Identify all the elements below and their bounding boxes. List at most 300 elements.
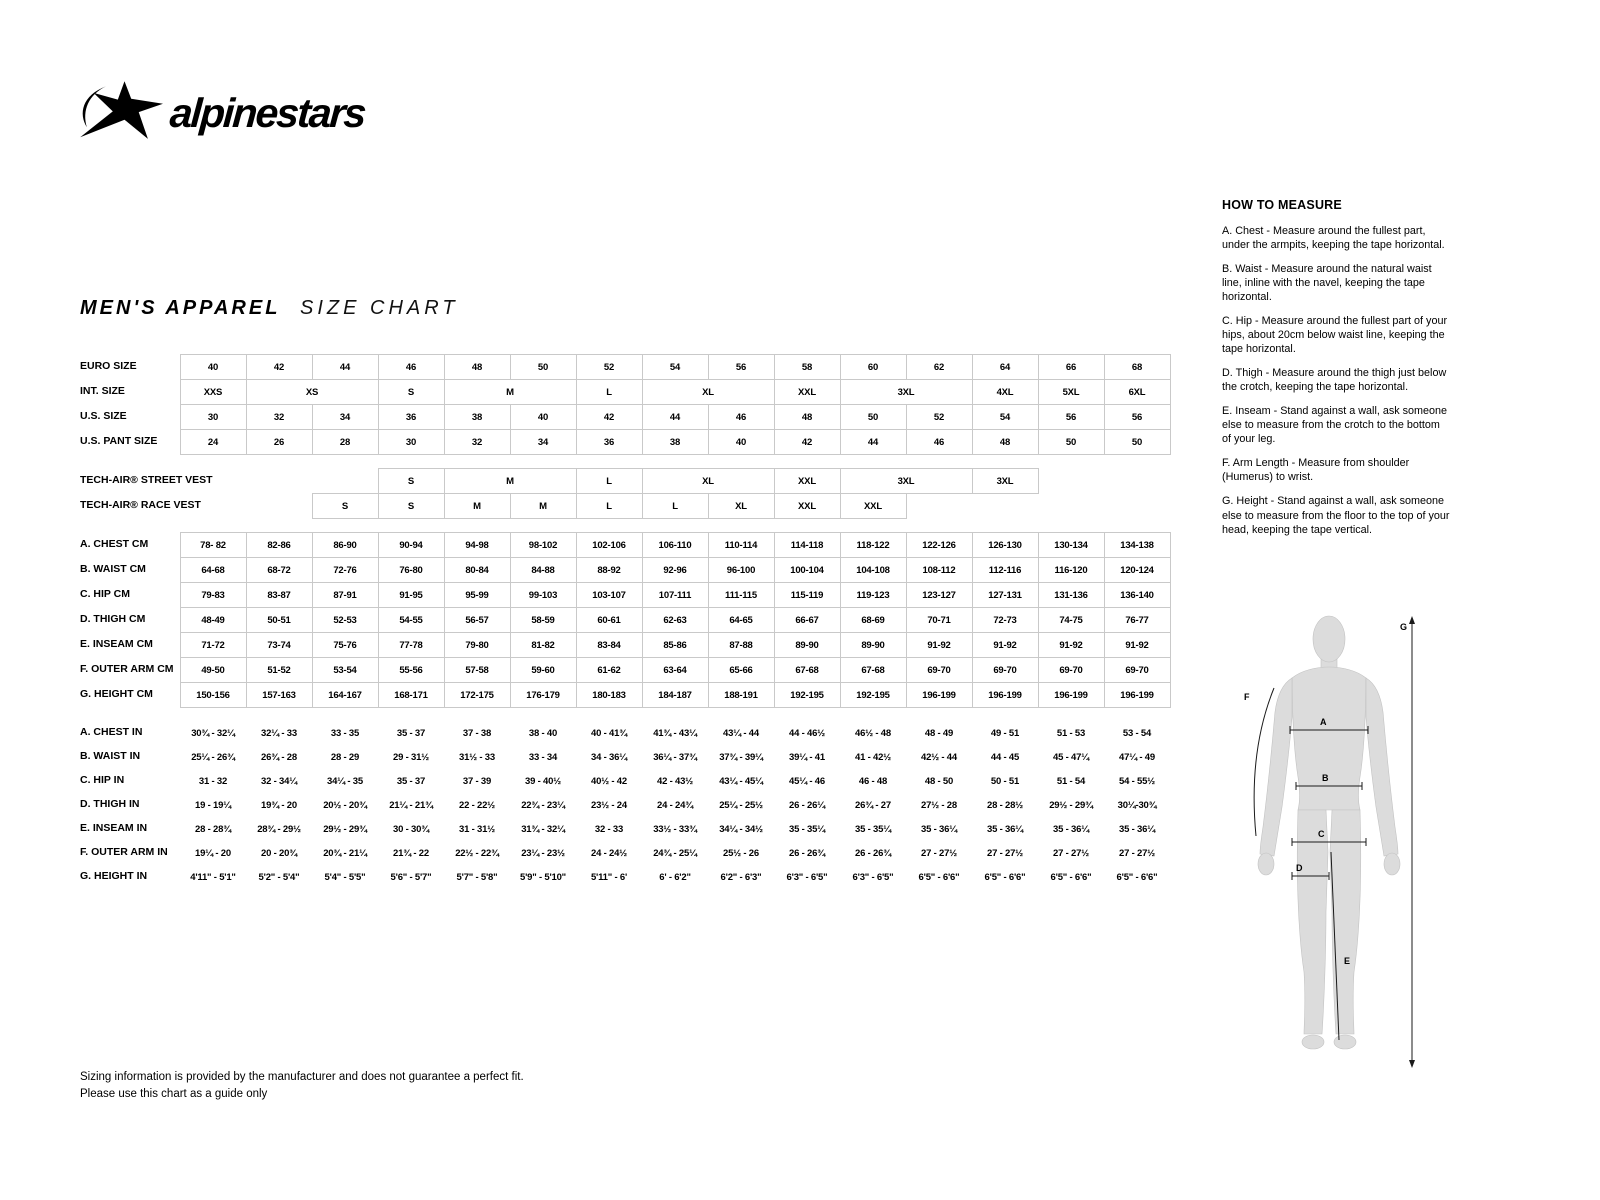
size-cell: 134-138 bbox=[1104, 533, 1170, 558]
size-cell: 26 - 26¾ bbox=[855, 847, 891, 859]
size-cell: 51 - 54 bbox=[1056, 775, 1086, 787]
size-cell: 192-195 bbox=[774, 683, 840, 708]
size-cell: 3XL bbox=[840, 380, 972, 405]
size-cell: 46 bbox=[708, 405, 774, 430]
size-cell: M bbox=[444, 494, 510, 519]
row-label: U.S. PANT SIZE bbox=[80, 435, 158, 448]
size-cell: 136-140 bbox=[1104, 583, 1170, 608]
figure-left-leg bbox=[1297, 810, 1328, 1034]
size-cell: 75-76 bbox=[312, 633, 378, 658]
size-cell: 3XL bbox=[840, 469, 972, 494]
size-cell: 6'5" - 6'6" bbox=[1116, 871, 1158, 883]
row-label: E. INSEAM IN bbox=[80, 822, 148, 835]
figure-label-arm: F bbox=[1244, 692, 1250, 702]
size-cell: 119-123 bbox=[840, 583, 906, 608]
size-cell: 83-87 bbox=[246, 583, 312, 608]
size-cell: 99-103 bbox=[510, 583, 576, 608]
how-to-measure-heading: HOW TO MEASURE bbox=[1222, 198, 1342, 212]
size-cell: 130-134 bbox=[1038, 533, 1104, 558]
row-label: B. WAIST IN bbox=[80, 750, 141, 763]
section-spacer bbox=[80, 455, 1170, 469]
size-cell: 35 - 36¼ bbox=[921, 823, 957, 835]
size-cell: 52 bbox=[906, 405, 972, 430]
size-cell: L bbox=[576, 380, 642, 405]
size-cell: 42 bbox=[774, 430, 840, 455]
size-cell: 27 - 27½ bbox=[1119, 847, 1155, 859]
size-cell: 64-68 bbox=[180, 558, 246, 583]
row-u-s-size bbox=[80, 405, 1170, 430]
size-cell: 116-120 bbox=[1038, 558, 1104, 583]
size-cell: 28 - 29 bbox=[330, 751, 360, 763]
size-cell: 67-68 bbox=[840, 658, 906, 683]
size-cell: 78- 82 bbox=[180, 533, 246, 558]
size-cell: 87-91 bbox=[312, 583, 378, 608]
row-label: F. OUTER ARM IN bbox=[80, 846, 168, 859]
size-cell: 92-96 bbox=[642, 558, 708, 583]
size-cell: 50 - 51 bbox=[990, 775, 1020, 787]
figure-left-arm bbox=[1260, 678, 1292, 856]
measure-instruction: G. Height - Stand against a wall, ask someone else to measure from the floor to the top of your head, keeping the tape vertical. bbox=[1222, 495, 1450, 536]
row-tech-air-street-vest bbox=[80, 469, 1170, 494]
size-cell: 34 - 36¼ bbox=[591, 751, 627, 763]
size-cell: 27 - 27½ bbox=[987, 847, 1023, 859]
size-cell: 40½ - 42 bbox=[591, 775, 627, 787]
size-cell: 44 bbox=[840, 430, 906, 455]
size-cell: 96-100 bbox=[708, 558, 774, 583]
figure-right-leg bbox=[1330, 810, 1361, 1034]
size-cell: 31 - 31½ bbox=[459, 823, 495, 835]
size-cell: 89-90 bbox=[774, 633, 840, 658]
figure-head bbox=[1313, 616, 1345, 662]
figure-label-thigh: D bbox=[1296, 863, 1303, 873]
size-cell: 106-110 bbox=[642, 533, 708, 558]
size-cell: 42 bbox=[576, 405, 642, 430]
size-cell bbox=[1038, 469, 1170, 494]
row-label: TECH-AIR® RACE VEST bbox=[80, 499, 201, 512]
size-cell: 34 bbox=[510, 430, 576, 455]
size-cell: 188-191 bbox=[708, 683, 774, 708]
size-cell: XS bbox=[246, 380, 378, 405]
size-cell: 36 bbox=[378, 405, 444, 430]
size-cell: 35 - 37 bbox=[396, 775, 426, 787]
size-cell: 5'11" - 6' bbox=[590, 871, 628, 883]
size-cell: 54 - 55½ bbox=[1119, 775, 1155, 787]
size-cell: 50-51 bbox=[246, 608, 312, 633]
size-cell: 49 - 51 bbox=[990, 727, 1020, 739]
size-cell: 40 bbox=[180, 355, 246, 380]
size-cell: 91-92 bbox=[1104, 633, 1170, 658]
section-spacer bbox=[80, 708, 1170, 722]
size-cell: 31¾ - 32¼ bbox=[521, 823, 565, 835]
alpinestars-star-icon bbox=[76, 76, 168, 150]
figure-label-inseam: E bbox=[1344, 956, 1351, 966]
size-cell: 86-90 bbox=[312, 533, 378, 558]
size-cell: 26 - 26¼ bbox=[789, 799, 825, 811]
size-cell: 50 bbox=[1038, 430, 1104, 455]
size-cell: 23½ - 24 bbox=[591, 799, 627, 811]
size-cell: 150-156 bbox=[180, 683, 246, 708]
size-cell: 31½ - 33 bbox=[459, 751, 495, 763]
size-cell: 45¼ - 46 bbox=[789, 775, 825, 787]
size-cell: 32 - 33 bbox=[594, 823, 624, 835]
size-cell: 53 - 54 bbox=[1122, 727, 1152, 739]
size-cell: 26 - 26¾ bbox=[789, 847, 825, 859]
size-cell: 47¼ - 49 bbox=[1119, 751, 1155, 763]
size-cell: 76-77 bbox=[1104, 608, 1170, 633]
size-cell: 27 - 27½ bbox=[921, 847, 957, 859]
size-cell: 19¼ - 20 bbox=[195, 847, 231, 859]
size-cell: 53-54 bbox=[312, 658, 378, 683]
size-cell: 30 bbox=[378, 430, 444, 455]
size-cell: 30 bbox=[180, 405, 246, 430]
size-cell: 30 - 30¾ bbox=[393, 823, 429, 835]
human-figure-icon bbox=[1232, 612, 1432, 1072]
size-cell: XL bbox=[642, 469, 774, 494]
size-cell: 80-84 bbox=[444, 558, 510, 583]
row-c-hip-cm bbox=[80, 583, 1170, 608]
size-cell: 72-76 bbox=[312, 558, 378, 583]
row-label: F. OUTER ARM CM bbox=[80, 663, 174, 676]
size-cell: 104-108 bbox=[840, 558, 906, 583]
size-cell: 41 - 42½ bbox=[855, 751, 891, 763]
size-cell: 91-92 bbox=[972, 633, 1038, 658]
row-label: B. WAIST CM bbox=[80, 563, 146, 576]
size-cell: 184-187 bbox=[642, 683, 708, 708]
size-cell: 176-179 bbox=[510, 683, 576, 708]
size-cell: 79-83 bbox=[180, 583, 246, 608]
size-cell: 114-118 bbox=[774, 533, 840, 558]
size-cell: 192-195 bbox=[840, 683, 906, 708]
size-cell: 56 bbox=[708, 355, 774, 380]
size-cell: 58 bbox=[774, 355, 840, 380]
size-cell: 65-66 bbox=[708, 658, 774, 683]
row-d-thigh-cm bbox=[80, 608, 1170, 633]
brand-logo-text: alpinestars bbox=[168, 89, 367, 136]
row-tech-air-race-vest bbox=[80, 494, 1170, 519]
size-cell: 6'5" - 6'6" bbox=[1050, 871, 1092, 883]
measure-instruction: F. Arm Length - Measure from shoulder (Humerus) to wrist. bbox=[1222, 457, 1410, 484]
size-cell: 25¼ - 25½ bbox=[719, 799, 763, 811]
row-label: D. THIGH IN bbox=[80, 798, 140, 811]
size-cell: 42 bbox=[246, 355, 312, 380]
size-cell: 44 bbox=[642, 405, 708, 430]
how-to-measure-panel bbox=[1222, 198, 1450, 547]
size-cell: 48-49 bbox=[180, 608, 246, 633]
size-cell: L bbox=[576, 494, 642, 519]
size-cell: 43¼ - 45¼ bbox=[719, 775, 763, 787]
row-label: A. CHEST CM bbox=[80, 538, 149, 551]
row-c-hip-in bbox=[80, 769, 1170, 793]
size-cell: 5'4" - 5'5" bbox=[324, 871, 366, 883]
size-cell: 42 - 43½ bbox=[657, 775, 693, 787]
size-cell: 39¼ - 41 bbox=[789, 751, 825, 763]
size-cell: 196-199 bbox=[1038, 683, 1104, 708]
size-cell: 24 - 24½ bbox=[591, 847, 627, 859]
size-cell: 107-111 bbox=[642, 583, 708, 608]
size-cell: 180-183 bbox=[576, 683, 642, 708]
measure-instruction: E. Inseam - Stand against a wall, ask someone else to measure from the crotch to the bottom of your leg. bbox=[1222, 405, 1448, 446]
size-cell: 69-70 bbox=[1038, 658, 1104, 683]
size-cell: M bbox=[444, 469, 576, 494]
size-cell: 64 bbox=[972, 355, 1038, 380]
size-cell: 41¾ - 43¼ bbox=[653, 727, 697, 739]
size-cell: 24¾ - 25¼ bbox=[653, 847, 697, 859]
size-cell: L bbox=[576, 469, 642, 494]
figure-left-foot bbox=[1302, 1035, 1324, 1049]
size-cell: 40 bbox=[708, 430, 774, 455]
size-cell: 48 - 49 bbox=[924, 727, 954, 739]
size-cell: 6'2" - 6'3" bbox=[720, 871, 762, 883]
size-cell: 59-60 bbox=[510, 658, 576, 683]
size-cell: 25½ - 26 bbox=[723, 847, 759, 859]
size-cell: 31 - 32 bbox=[198, 775, 228, 787]
measure-instruction: A. Chest - Measure around the fullest part, under the armpits, keeping the tape horizontal. bbox=[1222, 225, 1445, 252]
body-measurement-diagram bbox=[1232, 612, 1432, 1072]
size-cell: 32 bbox=[246, 405, 312, 430]
size-cell: S bbox=[378, 469, 444, 494]
size-cell: 103-107 bbox=[576, 583, 642, 608]
size-cell: 58-59 bbox=[510, 608, 576, 633]
size-cell: 51-52 bbox=[246, 658, 312, 683]
size-cell: 26¾ - 28 bbox=[261, 751, 297, 763]
size-cell: 54 bbox=[642, 355, 708, 380]
row-d-thigh-in bbox=[80, 793, 1170, 817]
size-cell: 4'11" - 5'1" bbox=[190, 871, 236, 883]
size-cell: 164-167 bbox=[312, 683, 378, 708]
size-cell: 22½ - 22¾ bbox=[455, 847, 499, 859]
size-cell: 26¾ - 27 bbox=[855, 799, 891, 811]
size-cell: 91-92 bbox=[1038, 633, 1104, 658]
size-cell: 22 - 22½ bbox=[459, 799, 495, 811]
size-cell: 69-70 bbox=[1104, 658, 1170, 683]
size-cell: 38 bbox=[444, 405, 510, 430]
size-cell: 68 bbox=[1104, 355, 1170, 380]
row-a-chest-in bbox=[80, 721, 1170, 745]
measure-instruction: C. Hip - Measure around the fullest part of your hips, about 20cm below waist line, keeping the tape horizontal. bbox=[1222, 315, 1448, 356]
size-cell: 24 bbox=[180, 430, 246, 455]
disclaimer-line2: Please use this chart as a guide only bbox=[80, 1087, 268, 1100]
size-cell: 32¼ - 33 bbox=[261, 727, 297, 739]
size-cell: 87-88 bbox=[708, 633, 774, 658]
size-cell: 196-199 bbox=[906, 683, 972, 708]
size-cell: 43¼ - 44 bbox=[723, 727, 759, 739]
size-cell: 3XL bbox=[972, 469, 1038, 494]
size-cell: 68-69 bbox=[840, 608, 906, 633]
row-euro-size bbox=[80, 355, 1170, 380]
size-cell: M bbox=[444, 380, 576, 405]
row-e-inseam-cm bbox=[80, 633, 1170, 658]
size-cell: 89-90 bbox=[840, 633, 906, 658]
size-cell: 196-199 bbox=[972, 683, 1038, 708]
size-cell: 196-199 bbox=[1104, 683, 1170, 708]
size-cell: 52-53 bbox=[312, 608, 378, 633]
size-cell: 79-80 bbox=[444, 633, 510, 658]
size-cell: 127-131 bbox=[972, 583, 1038, 608]
size-cell: 82-86 bbox=[246, 533, 312, 558]
size-cell: 56-57 bbox=[444, 608, 510, 633]
size-cell: 44 bbox=[312, 355, 378, 380]
row-label: INT. SIZE bbox=[80, 385, 125, 398]
size-cell: 34¼ - 34½ bbox=[719, 823, 763, 835]
size-cell: 32 - 34¼ bbox=[261, 775, 297, 787]
size-cell: 94-98 bbox=[444, 533, 510, 558]
size-cell: 62 bbox=[906, 355, 972, 380]
size-cell: 48 - 50 bbox=[924, 775, 954, 787]
row-e-inseam-in bbox=[80, 817, 1170, 841]
size-cell: 5'6" - 5'7" bbox=[390, 871, 432, 883]
size-cell: 33 - 35 bbox=[330, 727, 360, 739]
brand-logo bbox=[76, 76, 365, 150]
size-cell: 35 - 35¼ bbox=[855, 823, 891, 835]
size-cell: 35 - 36¼ bbox=[987, 823, 1023, 835]
row-b-waist-in bbox=[80, 745, 1170, 769]
size-cell: S bbox=[378, 380, 444, 405]
size-cell: 33 - 34 bbox=[528, 751, 558, 763]
size-cell: 126-130 bbox=[972, 533, 1038, 558]
size-cell: 71-72 bbox=[180, 633, 246, 658]
size-cell: 120-124 bbox=[1104, 558, 1170, 583]
row-label: C. HIP IN bbox=[80, 774, 125, 787]
size-cell: 122-126 bbox=[906, 533, 972, 558]
size-cell: 46 bbox=[906, 430, 972, 455]
size-cell: 63-64 bbox=[642, 658, 708, 683]
size-cell: 54-55 bbox=[378, 608, 444, 633]
figure-left-hand bbox=[1258, 853, 1274, 875]
size-cell: 6XL bbox=[1104, 380, 1170, 405]
size-cell: L bbox=[642, 494, 708, 519]
row-label: A. CHEST IN bbox=[80, 726, 143, 739]
size-cell: S bbox=[312, 494, 378, 519]
size-cell: 27½ - 28 bbox=[921, 799, 957, 811]
row-label: U.S. SIZE bbox=[80, 410, 127, 423]
size-cell: 48 bbox=[444, 355, 510, 380]
size-cell: 20½ - 20¾ bbox=[323, 799, 367, 811]
size-cell: 69-70 bbox=[906, 658, 972, 683]
size-cell: XXL bbox=[774, 469, 840, 494]
section-spacer bbox=[80, 519, 1170, 533]
figure-right-foot bbox=[1334, 1035, 1356, 1049]
size-cell: 29½ - 29¾ bbox=[323, 823, 367, 835]
size-cell: 52 bbox=[576, 355, 642, 380]
size-cell: 6'3" - 6'5" bbox=[786, 871, 828, 883]
size-cell: 64-65 bbox=[708, 608, 774, 633]
size-cell: 35 - 35¼ bbox=[789, 823, 825, 835]
size-cell: 50 bbox=[510, 355, 576, 380]
row-label: E. INSEAM CM bbox=[80, 638, 153, 651]
size-cell: 91-95 bbox=[378, 583, 444, 608]
row-int-size bbox=[80, 380, 1170, 405]
row-f-outer-arm-cm bbox=[80, 658, 1170, 683]
size-cell: 29½ - 29¾ bbox=[1049, 799, 1093, 811]
size-cell: 91-92 bbox=[906, 633, 972, 658]
height-measure-line bbox=[1409, 616, 1415, 1068]
figure-right-arm bbox=[1366, 678, 1398, 856]
size-cell: XXL bbox=[774, 380, 840, 405]
size-cell: 28 bbox=[312, 430, 378, 455]
size-cell: 172-175 bbox=[444, 683, 510, 708]
size-cell: 5XL bbox=[1038, 380, 1104, 405]
size-cell: 68-72 bbox=[246, 558, 312, 583]
size-cell: 123-127 bbox=[906, 583, 972, 608]
size-cell: 20 - 20¾ bbox=[261, 847, 297, 859]
size-cell: 57-58 bbox=[444, 658, 510, 683]
size-cell: 29 - 31½ bbox=[393, 751, 429, 763]
size-cell: XXL bbox=[774, 494, 840, 519]
size-cell: 4XL bbox=[972, 380, 1038, 405]
size-cell: 6'5" - 6'6" bbox=[918, 871, 960, 883]
size-cell: 67-68 bbox=[774, 658, 840, 683]
size-cell: 24 - 24¾ bbox=[657, 799, 693, 811]
measure-instruction: B. Waist - Measure around the natural waist line, inline with the navel, keeping the tape horizontal. bbox=[1222, 263, 1432, 304]
size-cell: 26 bbox=[246, 430, 312, 455]
size-cell: 35 - 36¼ bbox=[1053, 823, 1089, 835]
size-cell: 39 - 40½ bbox=[525, 775, 561, 787]
size-cell: 35 - 36¼ bbox=[1119, 823, 1155, 835]
size-cell: 54 bbox=[972, 405, 1038, 430]
size-cell: 44 - 45 bbox=[990, 751, 1020, 763]
row-label: G. HEIGHT IN bbox=[80, 870, 148, 883]
row-label: EURO SIZE bbox=[80, 360, 137, 373]
size-cell: 46 - 48 bbox=[858, 775, 888, 787]
size-cell: 100-104 bbox=[774, 558, 840, 583]
size-cell: 25¼ - 26¾ bbox=[191, 751, 235, 763]
size-cell: 5'2" - 5'4" bbox=[258, 871, 300, 883]
size-cell: 21¾ - 22 bbox=[393, 847, 429, 859]
size-cell: 50 bbox=[1104, 430, 1170, 455]
size-cell bbox=[906, 494, 1170, 519]
size-cell: 49-50 bbox=[180, 658, 246, 683]
size-cell: 45 - 47¼ bbox=[1053, 751, 1089, 763]
size-cell: 76-80 bbox=[378, 558, 444, 583]
size-cell: 38 - 40 bbox=[528, 727, 558, 739]
row-label: TECH-AIR® STREET VEST bbox=[80, 474, 213, 487]
size-cell: 66 bbox=[1038, 355, 1104, 380]
size-cell: 28 - 28¾ bbox=[195, 823, 231, 835]
size-cell: 37 - 39 bbox=[462, 775, 492, 787]
size-cell: 21¼ - 21¾ bbox=[389, 799, 433, 811]
row-f-outer-arm-in bbox=[80, 841, 1170, 865]
page-title-sub: SIZE CHART bbox=[300, 297, 459, 319]
size-cell: 6'3" - 6'5" bbox=[852, 871, 894, 883]
size-cell: 30¼-30¾ bbox=[1117, 799, 1157, 811]
size-cell: 108-112 bbox=[906, 558, 972, 583]
size-cell: 36 bbox=[576, 430, 642, 455]
size-cell: 44 - 46½ bbox=[789, 727, 825, 739]
disclaimer-line1: Sizing information is provided by the manufacturer and does not guarantee a perfect fit. bbox=[80, 1071, 524, 1083]
size-cell: 60 bbox=[840, 355, 906, 380]
size-cell: 84-88 bbox=[510, 558, 576, 583]
row-a-chest-cm bbox=[80, 533, 1170, 558]
size-cell: 102-106 bbox=[576, 533, 642, 558]
size-cell: 66-67 bbox=[774, 608, 840, 633]
size-cell: 48 bbox=[972, 430, 1038, 455]
size-cell: 112-116 bbox=[972, 558, 1038, 583]
size-cell: 19¾ - 20 bbox=[261, 799, 297, 811]
size-cell: 5'9" - 5'10" bbox=[520, 871, 566, 883]
size-cell: 90-94 bbox=[378, 533, 444, 558]
size-cell: 51 - 53 bbox=[1056, 727, 1086, 739]
size-cell: 157-163 bbox=[246, 683, 312, 708]
page-title-main: MEN'S APPAREL bbox=[80, 297, 281, 319]
size-cell: 23¼ - 23½ bbox=[521, 847, 565, 859]
size-cell: S bbox=[378, 494, 444, 519]
size-table bbox=[80, 354, 1171, 889]
size-cell: 69-70 bbox=[972, 658, 1038, 683]
size-cell: 72-73 bbox=[972, 608, 1038, 633]
row-u-s-pant-size bbox=[80, 430, 1170, 455]
size-cell: 98-102 bbox=[510, 533, 576, 558]
size-cell: 40 - 41¾ bbox=[591, 727, 627, 739]
